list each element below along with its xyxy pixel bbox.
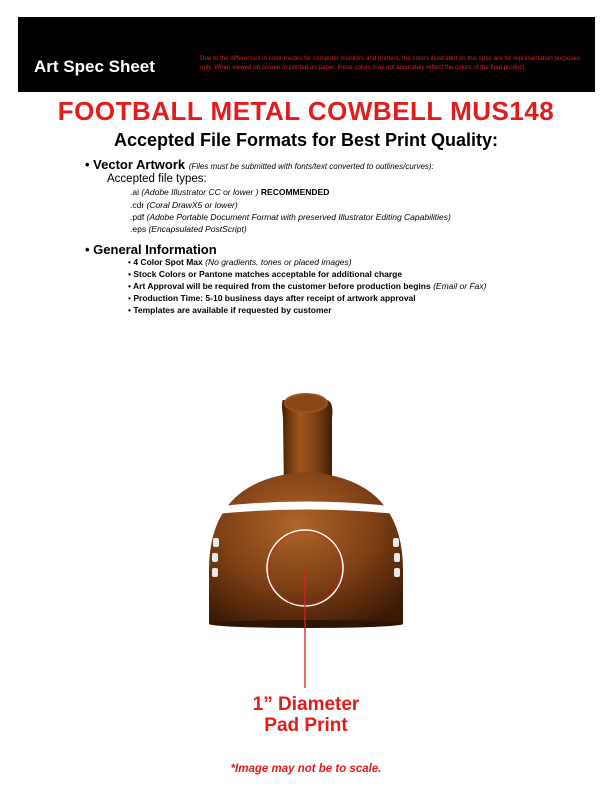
file-type-ext: .ai bbox=[130, 187, 139, 197]
info-text: • Art Approval will be required from the customer before production begins bbox=[128, 281, 431, 291]
file-type-ext: .pdf bbox=[130, 212, 145, 222]
info-text: • 4 Color Spot Max bbox=[128, 257, 203, 267]
file-type-note: (Encapsulated PostScript) bbox=[148, 224, 247, 234]
product-title: FOOTBALL METAL COWBELL MUS148 bbox=[57, 96, 555, 126]
scale-note: *Image may not be to scale. bbox=[230, 763, 382, 775]
info-note: (No gradients, tones or placed images) bbox=[205, 257, 352, 267]
color-disclaimer: Due to the differences in color modes for computer monitors and printers, the colors illustrated on this spec are for representation purposes only. When viewed on screen or printed on paper, these colors may not accurately reflect the colors of the final product. bbox=[200, 55, 580, 71]
recommended-label: RECOMMENDED bbox=[260, 187, 330, 197]
info-note: (Email or Fax) bbox=[433, 281, 487, 291]
general-info-heading: • General Information bbox=[85, 242, 217, 257]
info-text: • Production Time: 5-10 business days after receipt of artwork approval bbox=[128, 293, 416, 303]
file-type-note: (Adobe Portable Document Format with preserved Illustrator Editing Capabilities) bbox=[146, 212, 451, 222]
file-type-ext: .eps bbox=[130, 224, 147, 234]
vector-label: • Vector Artwork bbox=[85, 157, 186, 172]
info-text: • Templates are available if requested by customer bbox=[128, 305, 332, 315]
imprint-label bbox=[0, 694, 612, 736]
cowbell-body bbox=[209, 472, 403, 628]
header-title: Art Spec Sheet bbox=[34, 57, 155, 76]
file-type-note: (Adobe Illustrator CC or lower ) bbox=[141, 187, 259, 197]
info-text: • Stock Colors or Pantone matches acceptable for additional charge bbox=[128, 269, 403, 279]
vector-note: (Files must be submitted with fonts/text converted to outlines/curves): bbox=[188, 162, 434, 171]
formats-heading: Accepted File Formats for Best Print Quality: bbox=[113, 130, 499, 150]
imprint-method: Pad Print bbox=[264, 715, 348, 736]
imprint-size: 1” Diameter bbox=[252, 694, 360, 715]
file-type-ext: .cdr bbox=[130, 200, 145, 210]
file-type-note: (Coral DrawX5 or lower) bbox=[146, 200, 238, 210]
accepted-types-label: Accepted file types: bbox=[107, 173, 207, 185]
